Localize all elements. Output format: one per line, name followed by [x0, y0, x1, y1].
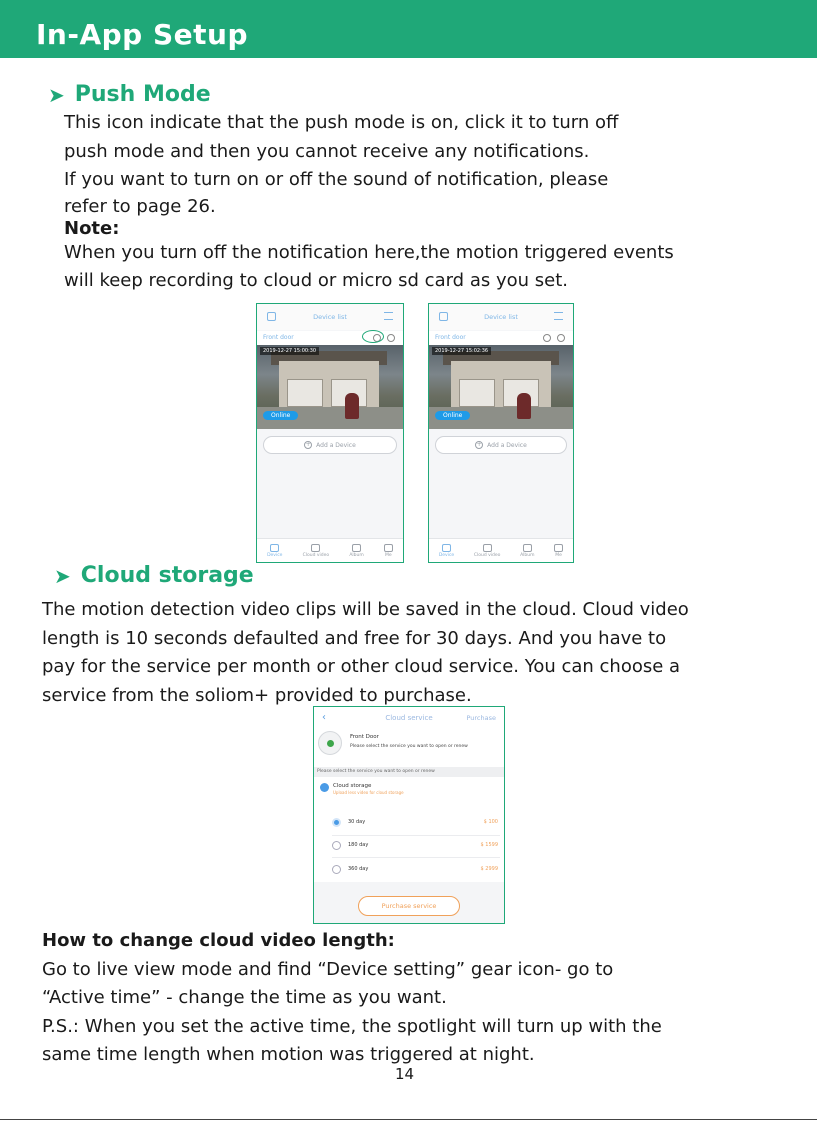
nav-label: Album	[520, 552, 535, 558]
radio-icon	[332, 841, 341, 850]
push-mode-line: If you want to turn on or off the sound of notification, please	[64, 169, 609, 190]
online-badge: Online	[435, 411, 470, 420]
nav-album[interactable]	[520, 544, 534, 558]
purchase-service-button[interactable]: Purchase service	[358, 896, 460, 916]
change-line: “Active time” - change the time as you want.	[42, 987, 447, 1008]
person	[517, 393, 531, 419]
timestamp: 2019-12-27 15:02:36	[432, 347, 491, 355]
change-line: same time length when motion was triggered at night.	[42, 1044, 535, 1065]
push-mode-title: Push Mode	[74, 82, 211, 107]
online-badge: Online	[263, 411, 298, 420]
cloud-storage-heading	[54, 563, 254, 588]
divider	[332, 857, 500, 858]
arrow-right-icon: ➤	[48, 82, 65, 107]
cloud-line: The motion detection video clips will be saved in the cloud. Cloud video	[42, 599, 689, 620]
plus-icon: +	[305, 441, 311, 448]
garage-door	[287, 379, 323, 407]
cloud-storage-text	[42, 596, 689, 710]
plus-icon: +	[476, 441, 482, 448]
cloud-storage-option[interactable]	[320, 783, 404, 796]
highlight-circle	[362, 330, 384, 343]
divider	[332, 835, 500, 836]
gear-icon[interactable]	[557, 334, 565, 342]
change-line: Go to live view mode and find “Device setting” gear icon- go to	[42, 958, 614, 980]
device-name: Front door	[263, 334, 294, 341]
cloud-storage-title: Cloud storage	[80, 563, 254, 588]
arrow-right-icon: ➤	[54, 563, 71, 588]
plan-label: 180 day	[348, 842, 369, 848]
storage-sub: Upload less video for cloud storage	[333, 790, 404, 795]
bottom-nav	[257, 538, 403, 562]
nav-label: Album	[349, 552, 364, 558]
device-name: Front door	[435, 334, 466, 341]
nav-label: Cloud video	[302, 552, 330, 558]
device-name: Front Door	[350, 734, 379, 740]
nav-device[interactable]	[267, 544, 282, 558]
nav-album[interactable]	[349, 544, 363, 558]
nav-label: Device	[438, 552, 455, 558]
cloud-icon	[483, 544, 492, 552]
phone-screenshot-push-off	[428, 303, 574, 563]
select-hint: Please select the service you want to open or renew	[314, 767, 504, 777]
nav-label: Device	[267, 552, 283, 558]
cloud-line: service from the soliom+ provided to purchase.	[42, 684, 472, 706]
gear-icon[interactable]	[387, 334, 395, 342]
push-mode-line: This icon indicate that the push mode is on, click it to turn off	[64, 112, 619, 133]
add-device-button[interactable]	[435, 436, 567, 454]
check-icon	[320, 783, 329, 792]
cloud-title: Cloud service	[385, 714, 433, 722]
radio-selected-icon	[332, 818, 341, 827]
phone-title: Device list	[484, 313, 518, 321]
change-line: P.S.: When you set the active time, the spotlight will turn up with the	[42, 1015, 662, 1037]
nav-cloud-video[interactable]	[303, 544, 330, 558]
plan-price: $ 1599	[480, 842, 498, 848]
menu-icon	[554, 312, 563, 320]
device-icon	[442, 544, 451, 552]
change-length-text	[42, 927, 662, 1070]
plan-option[interactable]	[332, 862, 500, 876]
device-icon	[270, 544, 279, 552]
purchase-link[interactable]: Purchase	[466, 714, 496, 722]
plan-label: 30 day	[348, 819, 366, 825]
person	[345, 393, 359, 419]
camera-preview[interactable]	[257, 345, 403, 429]
nav-me[interactable]	[384, 544, 393, 558]
plan-option[interactable]	[332, 815, 500, 829]
cloud-topbar	[314, 707, 504, 729]
page-number: 14	[395, 1065, 415, 1083]
bottom-rule	[0, 1119, 817, 1120]
menu-icon	[384, 312, 393, 320]
add-device-label: Add a Device	[316, 441, 356, 449]
garage-door	[459, 379, 495, 407]
plan-option[interactable]	[332, 838, 500, 852]
device-thumbnail	[318, 731, 342, 755]
user-icon	[384, 544, 393, 552]
phone-title: Device list	[313, 313, 347, 321]
nav-device[interactable]	[439, 544, 454, 558]
note-line: will keep recording to cloud or micro sd card as you set.	[64, 270, 568, 291]
nav-label: Me	[385, 552, 392, 558]
push-mode-line: push mode and then you cannot receive any notifications.	[64, 140, 590, 162]
user-icon	[554, 544, 563, 552]
cloud-line: length is 10 seconds defaulted and free for 30 days. And you have to	[42, 627, 667, 649]
plan-label: 360 day	[348, 866, 369, 872]
push-mode-heading	[48, 82, 211, 107]
phone-topbar	[257, 304, 403, 330]
phone-screenshot-push-on	[256, 303, 404, 563]
cloud-line: pay for the service per month or other cloud service. You can choose a	[42, 656, 681, 677]
camera-preview[interactable]	[429, 345, 573, 429]
nav-label: Me	[555, 552, 562, 558]
page-title: In-App Setup	[36, 18, 248, 51]
plan-price: $ 2999	[480, 866, 498, 872]
album-icon	[523, 544, 532, 552]
back-chevron-icon[interactable]: ‹	[322, 712, 326, 723]
push-bell-off-icon[interactable]	[543, 334, 551, 342]
album-icon	[352, 544, 361, 552]
add-device-button[interactable]	[263, 436, 397, 454]
note-label: Note:	[64, 217, 120, 239]
home-icon	[267, 312, 276, 321]
timestamp: 2019-12-27 15:00:30	[260, 347, 319, 355]
home-icon	[439, 312, 448, 321]
nav-me[interactable]	[554, 544, 563, 558]
plan-price: $ 100	[483, 819, 498, 825]
header-bar	[0, 0, 817, 58]
add-device-label: Add a Device	[487, 441, 527, 449]
push-mode-line: refer to page 26.	[64, 195, 216, 217]
push-mode-text	[64, 109, 674, 296]
cloud-service-screenshot	[313, 706, 505, 924]
cloud-icon	[311, 544, 320, 552]
device-hint: Please select the service you want to open or renew	[350, 744, 468, 749]
device-row	[429, 331, 573, 345]
note-line: When you turn off the notification here,the motion triggered events	[64, 241, 674, 263]
nav-label: Cloud video	[473, 552, 501, 558]
phone-topbar	[429, 304, 573, 330]
nav-cloud-video[interactable]	[474, 544, 501, 558]
storage-label: Cloud storage	[333, 783, 372, 789]
bottom-nav	[429, 538, 573, 562]
change-length-heading: How to change cloud video length:	[42, 930, 395, 951]
radio-icon	[332, 865, 341, 874]
